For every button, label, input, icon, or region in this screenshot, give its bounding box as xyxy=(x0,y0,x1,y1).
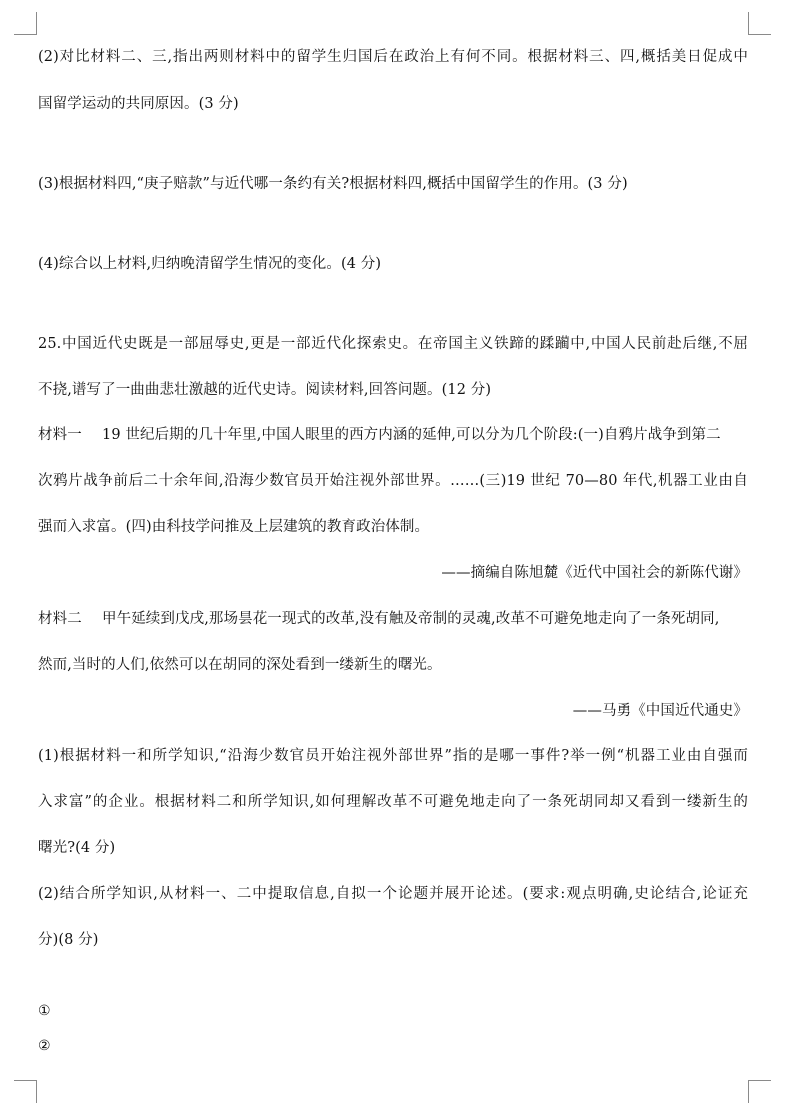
answer-marker-2: ② xyxy=(38,1038,51,1054)
material2-line2: 然而,当时的人们,依然可以在胡同的深处看到一缕新生的曙光。 xyxy=(38,657,442,673)
q24-part2-line2: 国留学运动的共同原因。(3 分) xyxy=(38,96,239,112)
q24-part3: (3)根据材料四,“庚子赔款”与近代哪一条约有关?根据材料四,概括中国留学生的作用。(3 分) xyxy=(38,176,628,192)
q25-intro-line1: 25.中国近代史既是一部屈辱史,更是一部近代化探索史。在帝国主义铁蹄的蹂躏中,中国人民前赴后继,不屈 xyxy=(38,336,748,352)
material2-label: 材料二 xyxy=(38,611,82,627)
q25-part2-line1: (2)结合所学知识,从材料一、二中提取信息,自拟一个论题并展开论述。(要求:观点明确,史论结合,论证充 xyxy=(38,886,748,902)
material1-label: 材料一 xyxy=(38,427,82,443)
crop-mark-top-left xyxy=(14,12,37,35)
q25-part1-line2: 入求富”的企业。根据材料二和所学知识,如何理解改革不可避免地走向了一条死胡同却又看到一缕新生的 xyxy=(38,794,748,810)
q25-intro-line2: 不挠,谱写了一曲曲悲壮激越的近代史诗。阅读材料,回答问题。(12 分) xyxy=(38,382,492,398)
material2-source: ——马勇《中国近代通史》 xyxy=(572,703,748,719)
crop-mark-top-right xyxy=(748,12,771,35)
material1-line2: 次鸦片战争前后二十余年间,沿海少数官员开始注视外部世界。……(三)19 世纪 70—80 年代,机器工业由自 xyxy=(38,473,748,489)
material2-text: 甲午延续到戊戌,那场昙花一现式的改革,没有触及帝制的灵魂,改革不可避免地走向了一条死胡同, xyxy=(102,611,720,627)
crop-mark-bottom-right xyxy=(748,1080,771,1103)
material1-line1 xyxy=(38,425,748,445)
q25-part1-line3: 曙光?(4 分) xyxy=(38,840,116,856)
crop-mark-bottom-left xyxy=(14,1080,37,1103)
material2-line1 xyxy=(38,609,748,629)
answer-marker-1: ① xyxy=(38,1003,51,1019)
q25-part1-line1: (1)根据材料一和所学知识,“沿海少数官员开始注视外部世界”指的是哪一事件?举一例“机器工业由自强而 xyxy=(38,748,748,764)
q24-part2-line1: (2)对比材料二、三,指出两则材料中的留学生归国后在政治上有何不同。根据材料三、四,概括美日促成中 xyxy=(38,49,748,65)
material1-line3: 强而入求富。(四)由科技学问推及上层建筑的教育政治体制。 xyxy=(38,519,430,535)
material1-text: 19 世纪后期的几十年里,中国人眼里的西方内涵的延伸,可以分为几个阶段:(一)自鸦片战争到第二 xyxy=(102,427,721,443)
q25-part2-line2: 分)(8 分) xyxy=(38,932,99,948)
material1-source: ——摘编自陈旭麓《近代中国社会的新陈代谢》 xyxy=(441,565,748,581)
q24-part4: (4)综合以上材料,归纳晚清留学生情况的变化。(4 分) xyxy=(38,256,382,272)
